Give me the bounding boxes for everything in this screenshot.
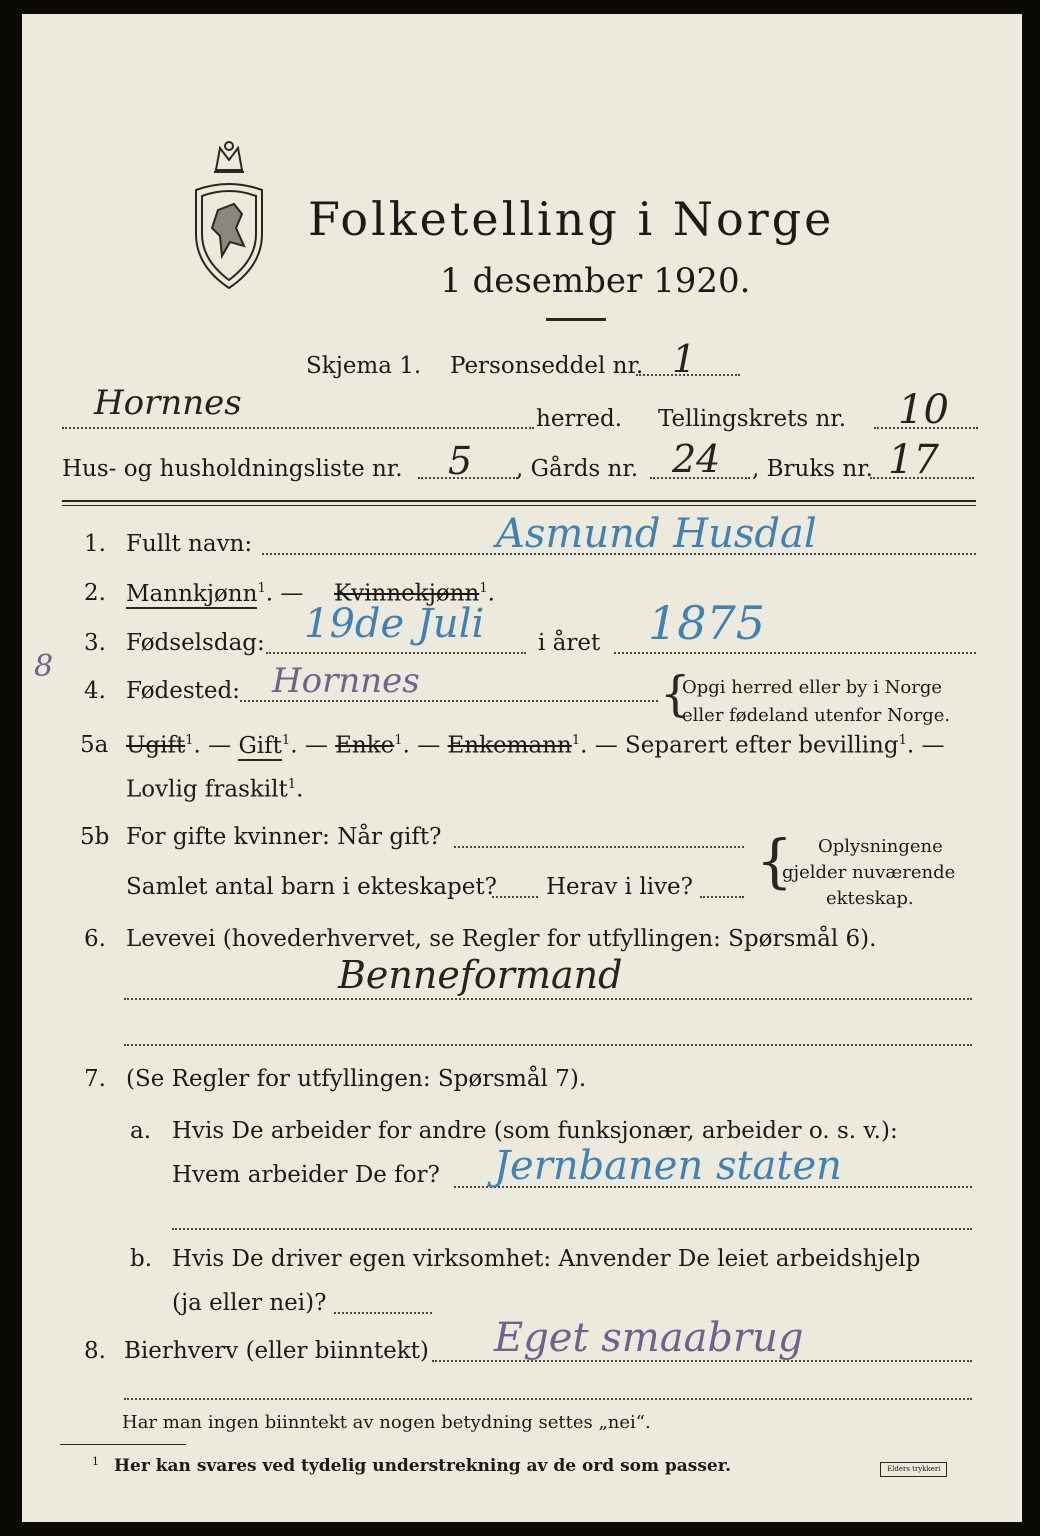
q5b-line-2: [492, 896, 538, 898]
q6-label: Levevei (hovederhvervet, se Regler for utfyllingen: Spørsmål 6).: [126, 926, 877, 952]
q4-brace: {: [660, 666, 691, 722]
q5b-label-2: Samlet antal barn i ekteskapet?: [126, 874, 497, 900]
q5b-note-2: gjelder nuværende: [782, 862, 956, 883]
q1-value: Asmund Husdal: [496, 511, 817, 557]
header-rule-1: [62, 500, 976, 502]
gards-value: 24: [672, 437, 721, 481]
q7b-label-1: Hvis De driver egen virksomhet: Anvender De leiet arbeidshjelp: [172, 1246, 921, 1272]
form-date: 1 desember 1920.: [440, 261, 751, 301]
q4-note-2: eller fødeland utenfor Norge.: [682, 705, 951, 726]
q7a-value: Jernbanen staten: [494, 1143, 842, 1189]
q3-year-line: [614, 652, 976, 654]
q4-value: Hornnes: [272, 661, 420, 701]
q8-line-2: [124, 1398, 972, 1400]
personseddel-value: 1: [672, 337, 697, 381]
q5b-line-1: [454, 846, 744, 848]
q5b-brace: {: [756, 827, 793, 895]
q5b-note-3: ekteskap.: [826, 888, 914, 909]
q7-label: (Se Regler for utfyllingen: Spørsmål 7).: [126, 1066, 587, 1092]
skjema-label: Skjema 1.: [306, 353, 422, 379]
footer-note: Har man ingen biinntekt av nogen betydning settes „nei“.: [122, 1412, 651, 1433]
q5b-note-1: Oplysningene: [818, 836, 943, 857]
husliste-label: Hus- og husholdningsliste nr.: [62, 456, 403, 482]
coat-of-arms-icon: [186, 138, 272, 292]
q3-year-label: i året: [538, 630, 601, 656]
q3-label: Fødselsdag:: [126, 630, 265, 656]
q6-line-2: [124, 1044, 972, 1046]
q4-number: 4.: [84, 678, 106, 704]
q6-value: Benneformand: [338, 953, 623, 997]
tellingskrets-label: Tellingskrets nr.: [658, 406, 847, 432]
bruks-label: , Bruks nr.: [752, 456, 873, 482]
husliste-value: 5: [448, 439, 473, 483]
q5a-fraskilt: Lovlig fraskilt$^1$.: [126, 776, 304, 803]
q7b-line: [334, 1312, 432, 1314]
footnote-rule: [60, 1444, 186, 1445]
q7b-label-2: (ja eller nei)?: [172, 1290, 327, 1316]
header-rule-2: [62, 505, 976, 506]
q8-label: Bierhverv (eller biinntekt): [124, 1338, 429, 1364]
q5b-label-1: For gifte kvinner: Når gift?: [126, 824, 442, 850]
q7a-label-2: Hvem arbeider De for?: [172, 1162, 440, 1188]
q5b-line-3: [700, 896, 744, 898]
q7-number: 7.: [84, 1066, 106, 1092]
printer-stamp: Elders trykkeri: [880, 1462, 947, 1477]
gards-label: , Gårds nr.: [516, 456, 639, 482]
q5a-options: Ugift$^1$. — Gift$^1$. — Enke$^1$. — Enkemann$^1$. — Separert efter bevilling$^1$. —: [126, 732, 945, 759]
bruks-value: 17: [888, 437, 939, 483]
q4-margin-mark: 8: [34, 649, 54, 684]
q8-value: Eget smaabrug: [494, 1315, 804, 1361]
q1-number: 1.: [84, 531, 106, 557]
q7b-number: b.: [130, 1246, 153, 1272]
q7a-label-1: Hvis De arbeider for andre (som funksjonær, arbeider o. s. v.):: [172, 1118, 898, 1144]
footnote-text: Her kan svares ved tydelig understrekning av de ord som passer.: [114, 1456, 732, 1476]
q2-number: 2.: [84, 580, 106, 606]
herred-value: Hornnes: [94, 383, 242, 423]
q1-label: Fullt navn:: [126, 531, 253, 557]
q2-female: Kvinnekjønn$^1$.: [334, 580, 495, 607]
q5a-number: 5a: [80, 732, 109, 758]
q5b-number: 5b: [80, 824, 110, 850]
q3-line: [266, 652, 526, 654]
q3-year: 1875: [648, 596, 766, 650]
q8-number: 8.: [84, 1338, 106, 1364]
q3-number: 3.: [84, 630, 106, 656]
q4-note-1: Opgi herred eller by i Norge: [682, 677, 943, 698]
q6-number: 6.: [84, 926, 106, 952]
q4-label: Fødested:: [126, 678, 241, 704]
q6-line-1: [124, 998, 972, 1000]
tellingskrets-value: 10: [898, 387, 949, 433]
q7a-line-2: [172, 1228, 972, 1230]
footnote-mark: 1: [92, 1455, 99, 1468]
herred-line: [62, 427, 534, 429]
title-divider: [546, 318, 606, 321]
q2-male: Mannkjønn$^1$. —: [126, 580, 304, 607]
q7a-number: a.: [130, 1118, 152, 1144]
form-title: Folketelling i Norge: [308, 192, 835, 246]
herred-label: herred.: [536, 406, 623, 432]
personseddel-label: Personseddel nr.: [450, 353, 644, 379]
q5b-label-3: Herav i live?: [546, 874, 693, 900]
q3-value: 19de Juli: [304, 601, 485, 647]
